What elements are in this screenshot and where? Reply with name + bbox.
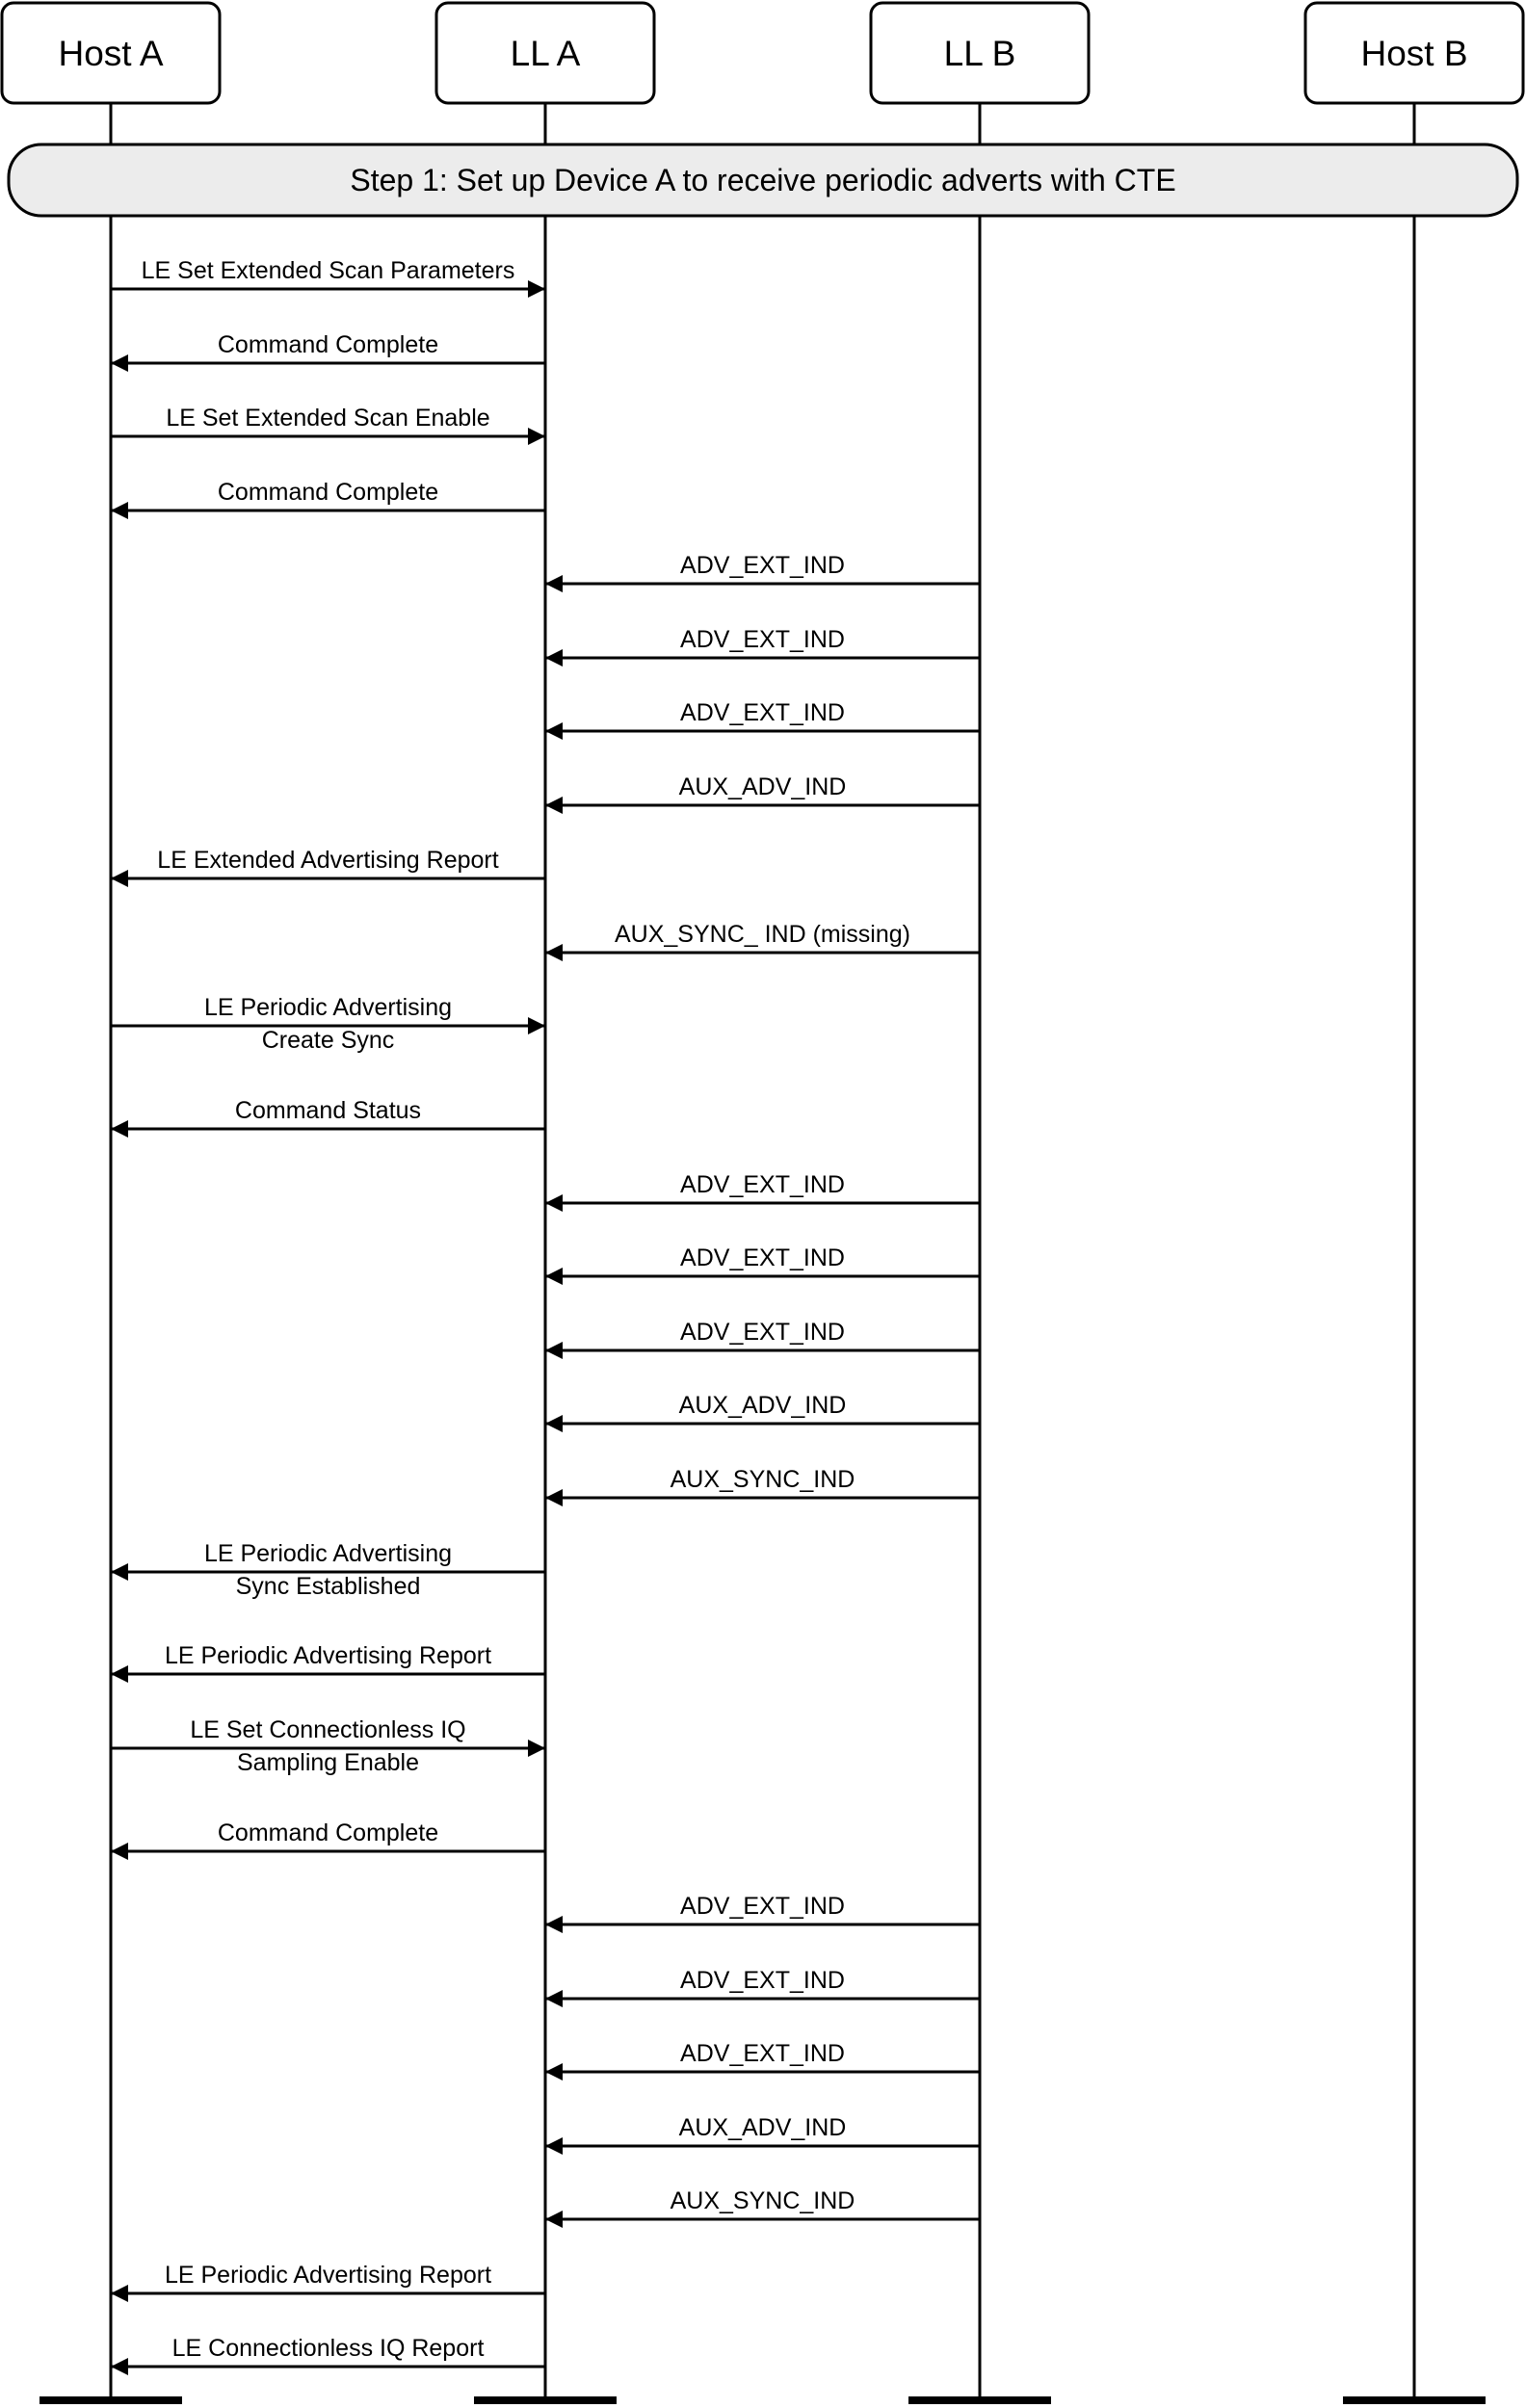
message-label: LE Periodic Advertising Report [164, 2262, 492, 2289]
message [111, 847, 545, 878]
message-label: Sync Established [235, 1573, 421, 1600]
message [545, 1244, 980, 1276]
message [111, 1540, 545, 1600]
message [111, 1642, 545, 1674]
message [111, 479, 545, 510]
message [111, 994, 545, 1054]
message-label: ADV_EXT_IND [680, 699, 845, 726]
message-label: ADV_EXT_IND [680, 1967, 845, 1994]
message-label: LE Set Connectionless IQ [190, 1716, 466, 1743]
message [545, 2187, 980, 2219]
actor-host-a [2, 3, 220, 103]
message [111, 257, 545, 289]
message-label: Command Status [234, 1097, 422, 1124]
message [111, 405, 545, 436]
message-label: ADV_EXT_IND [680, 2040, 845, 2067]
message-label: LE Periodic Advertising Report [164, 1642, 492, 1669]
message [545, 552, 980, 584]
message [545, 1466, 980, 1498]
message-label: Create Sync [261, 1027, 395, 1054]
message-label: LE Periodic Advertising [203, 1540, 453, 1567]
message-label: Sampling Enable [236, 1749, 420, 1776]
message [545, 2114, 980, 2146]
message [111, 1097, 545, 1129]
message [545, 921, 980, 953]
message-label: ADV_EXT_IND [680, 1319, 845, 1346]
message [111, 1716, 545, 1776]
message [545, 626, 980, 658]
message-label: AUX_SYNC_IND [670, 1466, 855, 1493]
message-label: AUX_SYNC_ IND (missing) [614, 921, 911, 948]
message-label: AUX_ADV_IND [678, 773, 847, 800]
message-label: LE Set Extended Scan Enable [166, 405, 490, 432]
message [111, 331, 545, 363]
actor-host-b [1305, 3, 1523, 103]
message [545, 2040, 980, 2072]
message-label: Command Complete [217, 479, 439, 506]
message-label: ADV_EXT_IND [680, 626, 845, 653]
message [545, 1967, 980, 1999]
step-label: Step 1: Set up Device A to receive periodic adverts with CTE [350, 163, 1176, 197]
message-label: Command Complete [217, 331, 439, 358]
message-label: AUX_ADV_IND [678, 1392, 847, 1419]
message-label: ADV_EXT_IND [680, 1171, 845, 1198]
message [545, 1392, 980, 1424]
message [111, 2262, 545, 2293]
actor-ll-b [871, 3, 1089, 103]
actor-ll-a [436, 3, 654, 103]
actor-label-host-b: Host B [1360, 34, 1468, 73]
message-label: Command Complete [217, 1819, 439, 1846]
actor-label-ll-b: LL B [943, 34, 1016, 73]
message-label: LE Set Extended Scan Parameters [141, 257, 515, 284]
actor-label-host-a: Host A [58, 34, 164, 73]
step-banner [9, 144, 1517, 216]
message-label: LE Connectionless IQ Report [171, 2335, 485, 2362]
actor-label-ll-a: LL A [510, 34, 581, 73]
message [111, 1819, 545, 1851]
message-label: ADV_EXT_IND [680, 1244, 845, 1271]
message [545, 1893, 980, 1924]
message-label: ADV_EXT_IND [680, 1893, 845, 1920]
actor-boxes [2, 3, 1523, 103]
message-label: ADV_EXT_IND [680, 552, 845, 579]
message-label: LE Periodic Advertising [203, 994, 453, 1021]
message [545, 773, 980, 805]
message [545, 1319, 980, 1350]
message [545, 699, 980, 731]
message-label: LE Extended Advertising Report [157, 847, 499, 874]
message-label: AUX_ADV_IND [678, 2114, 847, 2141]
message [111, 2335, 545, 2367]
message-label: AUX_SYNC_IND [670, 2187, 855, 2214]
message [545, 1171, 980, 1203]
